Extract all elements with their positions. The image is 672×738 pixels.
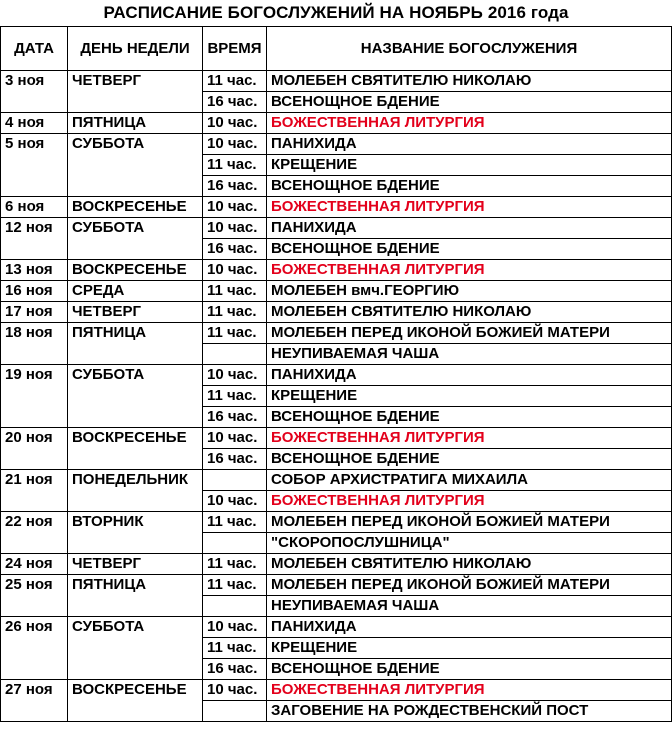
time-cell: 16 час. [203, 659, 267, 680]
table-row [1, 218, 672, 239]
service-name-cell: НЕУПИВАЕМАЯ ЧАША [267, 344, 672, 365]
time-cell: 11 час. [203, 386, 267, 407]
service-name-cell: КРЕЩЕНИЕ [267, 155, 672, 176]
service-name-cell: МОЛЕБЕН ПЕРЕД ИКОНОЙ БОЖИЕЙ МАТЕРИ [267, 323, 672, 344]
time-cell [203, 470, 267, 491]
time-cell: 10 час. [203, 680, 267, 701]
table-row [1, 680, 672, 701]
service-name-cell: ВСЕНОЩНОЕ БДЕНИЕ [267, 92, 672, 113]
time-cell: 16 час. [203, 92, 267, 113]
time-cell: 10 час. [203, 197, 267, 218]
service-name-cell: БОЖЕСТВЕННАЯ ЛИТУРГИЯ [267, 428, 672, 449]
table-row [1, 512, 672, 533]
table-row [1, 134, 672, 155]
weekday-cell: ПОНЕДЕЛЬНИК [68, 470, 203, 512]
date-cell: 21 ноя [1, 470, 68, 512]
weekday-cell: ПЯТНИЦА [68, 323, 203, 365]
service-name-cell: ВСЕНОЩНОЕ БДЕНИЕ [267, 659, 672, 680]
table-row [1, 113, 672, 134]
time-cell: 10 час. [203, 260, 267, 281]
date-cell: 19 ноя [1, 365, 68, 428]
time-cell: 11 час. [203, 302, 267, 323]
time-cell: 11 час. [203, 281, 267, 302]
date-cell: 16 ноя [1, 281, 68, 302]
weekday-cell: ВОСКРЕСЕНЬЕ [68, 428, 203, 470]
time-cell: 10 час. [203, 113, 267, 134]
service-name-cell: БОЖЕСТВЕННАЯ ЛИТУРГИЯ [267, 197, 672, 218]
date-cell: 24 ноя [1, 554, 68, 575]
date-cell: 3 ноя [1, 71, 68, 113]
date-cell: 4 ноя [1, 113, 68, 134]
weekday-cell: СУББОТА [68, 617, 203, 680]
time-cell: 16 час. [203, 176, 267, 197]
weekday-cell: ВОСКРЕСЕНЬЕ [68, 197, 203, 218]
time-cell [203, 701, 267, 722]
service-name-cell: ПАНИХИДА [267, 134, 672, 155]
table-header [1, 27, 672, 71]
time-cell: 16 час. [203, 449, 267, 470]
time-cell: 11 час. [203, 575, 267, 596]
service-name-cell: БОЖЕСТВЕННАЯ ЛИТУРГИЯ [267, 491, 672, 512]
table-row [1, 365, 672, 386]
table-body [1, 71, 672, 722]
table-row [1, 470, 672, 491]
weekday-cell: СУББОТА [68, 365, 203, 428]
table-row [1, 428, 672, 449]
time-cell: 11 час. [203, 512, 267, 533]
date-cell: 12 ноя [1, 218, 68, 260]
service-name-cell: ВСЕНОЩНОЕ БДЕНИЕ [267, 176, 672, 197]
service-name-cell: ВСЕНОЩНОЕ БДЕНИЕ [267, 449, 672, 470]
schedule-table [0, 26, 672, 722]
header-row [1, 27, 672, 71]
date-cell: 6 ноя [1, 197, 68, 218]
service-name-cell: МОЛЕБЕН ПЕРЕД ИКОНОЙ БОЖИЕЙ МАТЕРИ [267, 512, 672, 533]
service-name-cell: МОЛЕБЕН ПЕРЕД ИКОНОЙ БОЖИЕЙ МАТЕРИ [267, 575, 672, 596]
service-name-cell: МОЛЕБЕН вмч.ГЕОРГИЮ [267, 281, 672, 302]
header-service: НАЗВАНИЕ БОГОСЛУЖЕНИЯ [267, 27, 672, 71]
date-cell: 20 ноя [1, 428, 68, 470]
table-row [1, 554, 672, 575]
service-name-cell: МОЛЕБЕН СВЯТИТЕЛЮ НИКОЛАЮ [267, 554, 672, 575]
date-cell: 13 ноя [1, 260, 68, 281]
service-name-cell: ВСЕНОЩНОЕ БДЕНИЕ [267, 239, 672, 260]
time-cell [203, 533, 267, 554]
service-name-cell: НЕУПИВАЕМАЯ ЧАША [267, 596, 672, 617]
weekday-cell: ВТОРНИК [68, 512, 203, 554]
date-cell: 17 ноя [1, 302, 68, 323]
service-name-cell: БОЖЕСТВЕННАЯ ЛИТУРГИЯ [267, 680, 672, 701]
weekday-cell: ВОСКРЕСЕНЬЕ [68, 260, 203, 281]
service-name-cell: ПАНИХИДА [267, 617, 672, 638]
header-day: ДЕНЬ НЕДЕЛИ [68, 27, 203, 71]
weekday-cell: ЧЕТВЕРГ [68, 71, 203, 113]
time-cell [203, 344, 267, 365]
table-row [1, 197, 672, 218]
weekday-cell: СРЕДА [68, 281, 203, 302]
header-date: ДАТА [1, 27, 68, 71]
time-cell: 11 час. [203, 155, 267, 176]
table-row [1, 71, 672, 92]
service-name-cell: КРЕЩЕНИЕ [267, 638, 672, 659]
date-cell: 5 ноя [1, 134, 68, 197]
weekday-cell: ЧЕТВЕРГ [68, 302, 203, 323]
service-name-cell: МОЛЕБЕН СВЯТИТЕЛЮ НИКОЛАЮ [267, 302, 672, 323]
time-cell: 11 час. [203, 638, 267, 659]
weekday-cell: ПЯТНИЦА [68, 575, 203, 617]
header-time: ВРЕМЯ [203, 27, 267, 71]
table-row [1, 617, 672, 638]
date-cell: 27 ноя [1, 680, 68, 722]
service-name-cell: БОЖЕСТВЕННАЯ ЛИТУРГИЯ [267, 113, 672, 134]
service-name-cell: МОЛЕБЕН СВЯТИТЕЛЮ НИКОЛАЮ [267, 71, 672, 92]
time-cell: 10 час. [203, 617, 267, 638]
time-cell: 10 час. [203, 428, 267, 449]
service-name-cell: ПАНИХИДА [267, 218, 672, 239]
time-cell: 11 час. [203, 323, 267, 344]
time-cell: 10 час. [203, 134, 267, 155]
weekday-cell: СУББОТА [68, 134, 203, 197]
table-row [1, 281, 672, 302]
time-cell: 10 час. [203, 491, 267, 512]
service-name-cell: "СКОРОПОСЛУШНИЦА" [267, 533, 672, 554]
time-cell: 16 час. [203, 239, 267, 260]
service-name-cell: ВСЕНОЩНОЕ БДЕНИЕ [267, 407, 672, 428]
weekday-cell: ПЯТНИЦА [68, 113, 203, 134]
service-name-cell: БОЖЕСТВЕННАЯ ЛИТУРГИЯ [267, 260, 672, 281]
date-cell: 26 ноя [1, 617, 68, 680]
table-row [1, 323, 672, 344]
weekday-cell: ВОСКРЕСЕНЬЕ [68, 680, 203, 722]
service-name-cell: КРЕЩЕНИЕ [267, 386, 672, 407]
date-cell: 22 ноя [1, 512, 68, 554]
date-cell: 18 ноя [1, 323, 68, 365]
weekday-cell: ЧЕТВЕРГ [68, 554, 203, 575]
time-cell: 16 час. [203, 407, 267, 428]
table-row [1, 575, 672, 596]
weekday-cell: СУББОТА [68, 218, 203, 260]
page-title: РАСПИСАНИЕ БОГОСЛУЖЕНИЙ НА НОЯБРЬ 2016 года [103, 3, 569, 22]
time-cell: 11 час. [203, 71, 267, 92]
time-cell: 11 час. [203, 554, 267, 575]
service-name-cell: ПАНИХИДА [267, 365, 672, 386]
time-cell: 10 час. [203, 218, 267, 239]
table-row [1, 260, 672, 281]
time-cell [203, 596, 267, 617]
service-name-cell: ЗАГОВЕНИЕ НА РОЖДЕСТВЕНСКИЙ ПОСТ [267, 701, 672, 722]
date-cell: 25 ноя [1, 575, 68, 617]
service-name-cell: СОБОР АРХИСТРАТИГА МИХАИЛА [267, 470, 672, 491]
table-row [1, 302, 672, 323]
time-cell: 10 час. [203, 365, 267, 386]
